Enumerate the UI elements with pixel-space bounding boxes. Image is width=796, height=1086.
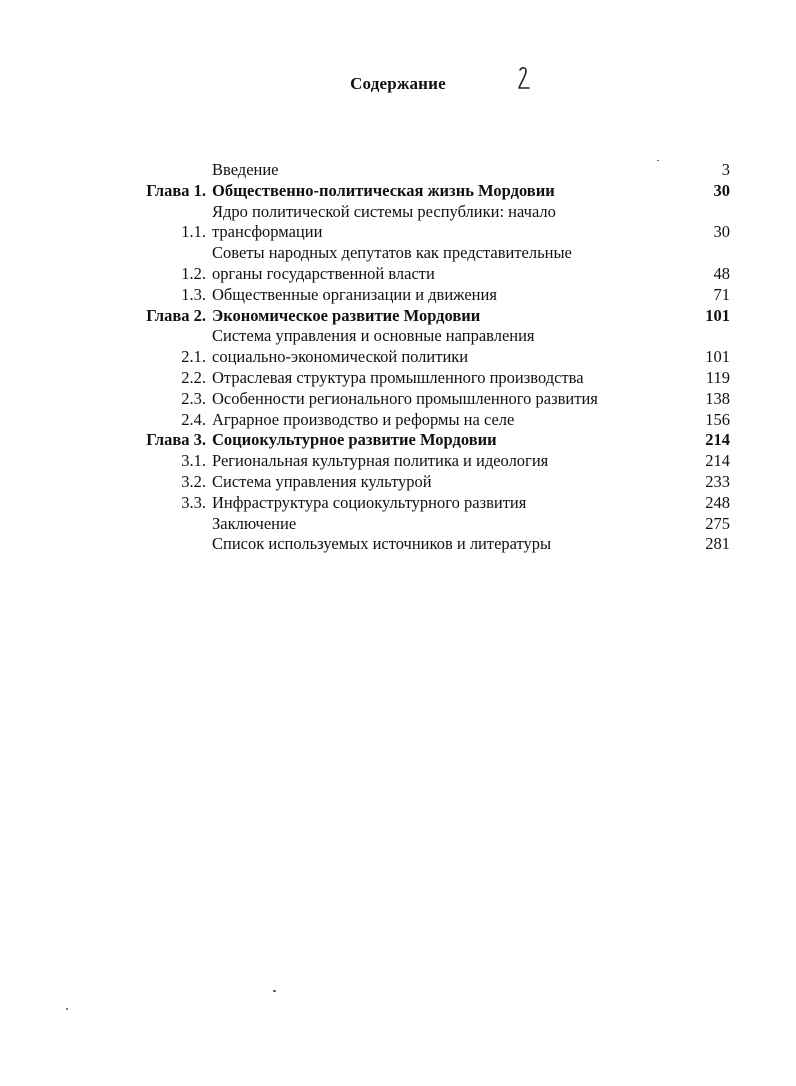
page-title: Содержание [350, 74, 446, 93]
toc-title-line: Экономическое развитие Мордовии [212, 305, 481, 325]
toc-row [120, 368, 730, 389]
toc-title-line: Общественные организации и движения [212, 284, 497, 304]
toc-page-number: 30 [713, 222, 730, 242]
toc-title-line: Общественно-политическая жизнь Мордовии [212, 180, 555, 200]
toc-number: 3.3. [181, 492, 206, 512]
toc-number: Глава 3. [146, 430, 206, 450]
scan-speck [273, 990, 276, 992]
toc-title-line: трансформации [212, 222, 323, 242]
table-of-contents [120, 160, 730, 555]
toc-title [206, 534, 680, 555]
toc-number: 2.2. [181, 367, 206, 387]
toc-row [120, 472, 730, 493]
toc-page-number: 101 [705, 305, 730, 325]
toc-title-line: органы государственной власти [212, 263, 435, 283]
toc-number: 1.1. [181, 222, 206, 242]
toc-page-number: 30 [713, 180, 730, 200]
toc-title [206, 368, 680, 389]
toc-row [120, 514, 730, 535]
toc-title-line: Ядро политической системы республики: начало [212, 201, 556, 221]
toc-title-line: Список используемых источников и литературы [212, 534, 552, 554]
toc-title [206, 243, 680, 285]
toc-title [206, 472, 680, 493]
toc-page-number: 71 [713, 284, 730, 304]
toc-row [120, 534, 730, 555]
toc-row [120, 202, 730, 244]
toc-row [120, 160, 730, 181]
toc-number: Глава 1. [146, 180, 206, 200]
toc-title-line: Система управления культурой [212, 471, 432, 491]
toc-page-number: 101 [705, 347, 730, 367]
toc-title [206, 306, 680, 327]
toc-page-number: 248 [705, 492, 730, 512]
toc-title [206, 326, 680, 368]
toc-row [120, 493, 730, 514]
toc-title-line: Особенности регионального промышленного развития [212, 388, 598, 408]
toc-number: 1.3. [181, 284, 206, 304]
toc-title-line: Аграрное производство и реформы на селе [212, 409, 515, 429]
toc-number: Глава 2. [146, 305, 206, 325]
toc-page-number: 119 [705, 367, 730, 387]
toc-page-number: 138 [705, 388, 730, 408]
toc-page-number: 275 [705, 513, 730, 533]
toc-title-line: Система управления и основные направления [212, 326, 535, 346]
toc-title [206, 285, 680, 306]
toc-title [206, 430, 680, 451]
toc-title-line: социально-экономической политики [212, 347, 469, 367]
toc-row [120, 243, 730, 285]
toc-title [206, 389, 680, 410]
toc-chapter-row [120, 306, 730, 327]
toc-page-number: 281 [705, 534, 730, 554]
toc-number: 3.1. [181, 451, 206, 471]
toc-chapter-row [120, 430, 730, 451]
toc-page-number: 3 [721, 160, 730, 179]
toc-title-line: Введение [212, 160, 279, 179]
toc-title-line: Отраслевая структура промышленного производства [212, 367, 584, 387]
toc-title-line: Советы народных депутатов как представительные [212, 243, 572, 263]
toc-number: 2.3. [181, 388, 206, 408]
toc-number: 1.2. [181, 263, 206, 283]
toc-number: 2.4. [181, 409, 206, 429]
toc-page-number: 214 [705, 430, 730, 450]
toc-row [120, 326, 730, 368]
toc-title [206, 410, 680, 431]
toc-chapter-row [120, 181, 730, 202]
toc-title-line: Заключение [212, 513, 297, 533]
toc-page-number: 214 [705, 451, 730, 471]
toc-row [120, 285, 730, 306]
toc-page-number: 48 [713, 263, 730, 283]
toc-title-line: Региональная культурная политика и идеология [212, 451, 549, 471]
toc-title [206, 451, 680, 472]
toc-title-line: Социокультурное развитие Мордовии [212, 430, 497, 450]
toc-title [206, 514, 680, 535]
toc-row [120, 389, 730, 410]
handwritten-page-number [514, 66, 534, 94]
toc-number: 2.1. [181, 347, 206, 367]
toc-title [206, 202, 680, 244]
toc-page-number: 233 [705, 471, 730, 491]
toc-page-number: 156 [705, 409, 730, 429]
toc-title-line: Инфраструктура социокультурного развития [212, 492, 527, 512]
toc-title [206, 493, 680, 514]
scan-speck [657, 160, 659, 161]
toc-title [206, 160, 680, 181]
toc-number: 3.2. [181, 471, 206, 491]
toc-row [120, 451, 730, 472]
toc-title [206, 181, 680, 202]
scan-speck [66, 1008, 68, 1010]
toc-row [120, 410, 730, 431]
